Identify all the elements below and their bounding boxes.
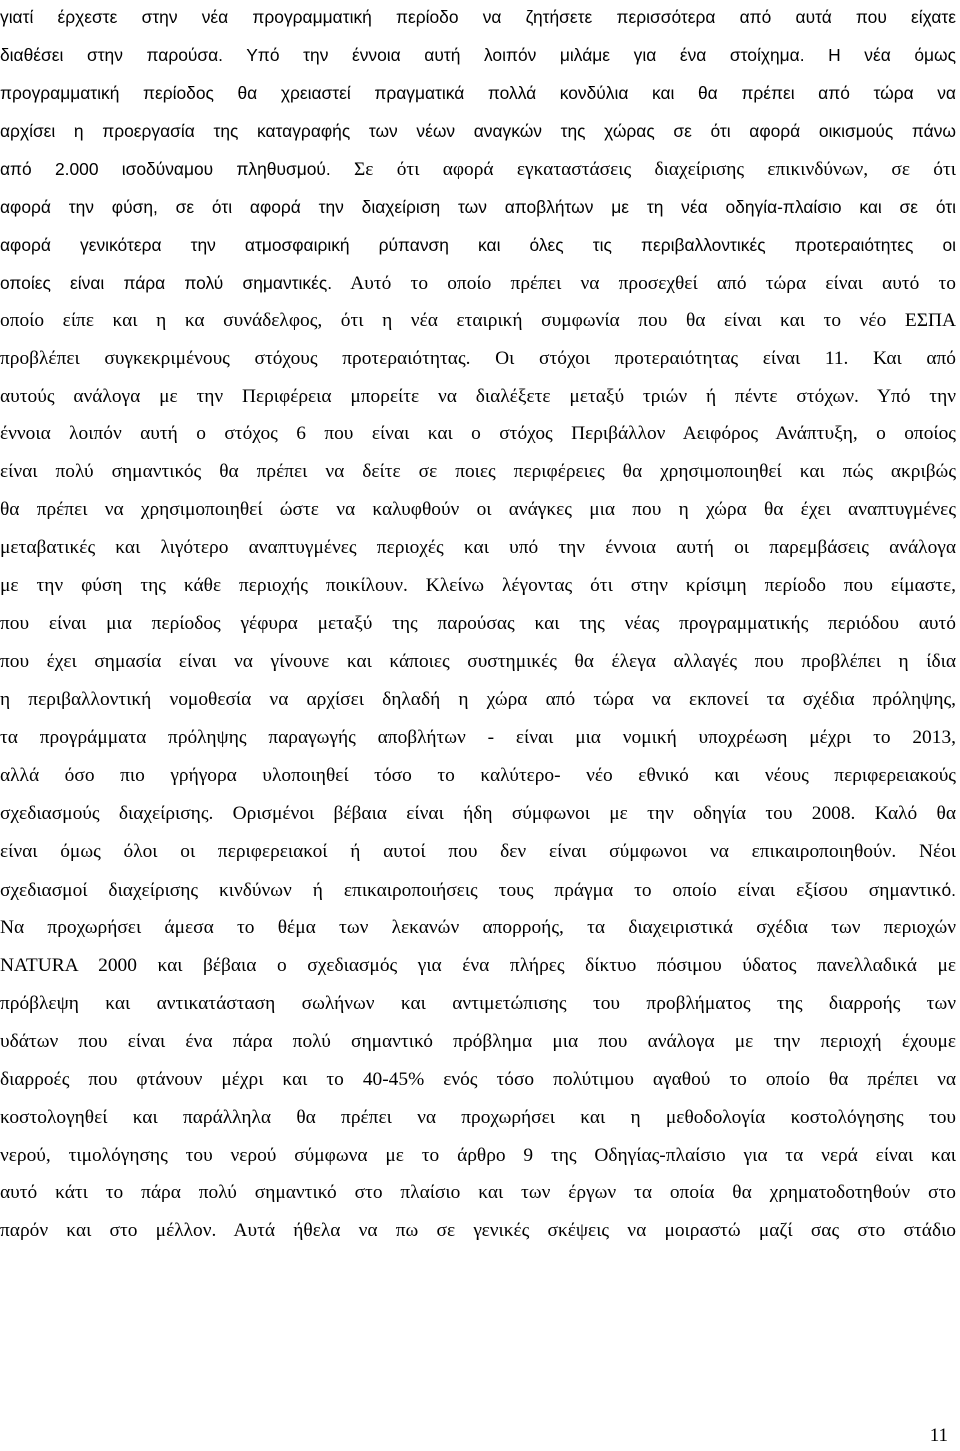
text-line-content: έννοια λοιπόν αυτή ο στόχος 6 που είναι και ο στόχος Περιβάλλον Αειφόρος Ανάπτυξη, ο οποίος <box>0 423 956 445</box>
text-line-segment: Σε ότι αφορά εγκαταστάσεις διαχείρισης επικινδύνων, σε ότι <box>330 158 956 180</box>
page-number: 11 <box>929 1425 948 1446</box>
text-line <box>0 723 956 753</box>
text-line-segment: οποίες είναι πάρα πολύ σημαντικές. <box>0 272 333 293</box>
text-line <box>0 685 956 715</box>
text-line <box>0 116 956 146</box>
text-line <box>0 2 956 32</box>
text-line-content: οποίο είπε και η κα συνάδελφος, ότι η νέα εταιρική συμφωνία που θα είναι και το νέο ΕΣΠΑ <box>0 309 956 331</box>
text-line-content: υδάτων που είναι ένα πάρα πολύ σημαντικό πρόβλημα μια που ανάλογα με την περιοχή έχουμε <box>0 1030 956 1052</box>
text-line-content: που έχει σημασία είναι να γίνουνε και κάποιες συστημικές θα έλεγα αλλαγές που προβλέπει η ίδια <box>0 651 956 673</box>
text-line-content: η περιβαλλοντική νομοθεσία να αρχίσει δηλαδή η χώρα από τώρα να εκπονεί τα σχέδια πρόληψης, <box>0 689 956 711</box>
text-line-content: αυτό κάτι το πάρα πολύ σημαντικό στο πλαίσιο και των έργων τα οποία θα χρηματοδοτηθούν στο <box>0 1182 956 1204</box>
text-line <box>0 533 956 563</box>
text-line <box>0 1178 956 1208</box>
text-line <box>0 951 956 981</box>
text-line-segment: από 2.000 ισοδύναμου πληθυσμού. <box>0 158 331 179</box>
text-line-content: διαθέσει στην παρούσα. Υπό την έννοια αυτή λοιπόν μιλάμε για ένα στοίχημα. Η νέα όμως <box>0 44 956 65</box>
text-line-content: αυτούς ανάλογα με την Περιφέρεια μπορείτε να διαλέξετε μεταξύ τριών ή πέντε στόχων. Υπό την <box>0 385 956 407</box>
text-line-content: νερού, τιμολόγησης του νερού σύμφωνα με το άρθρο 9 της Οδηγίας-πλαίσιο για τα νερά είναι και <box>0 1144 956 1166</box>
text-line <box>0 989 956 1019</box>
text-line <box>0 647 956 677</box>
text-line-segment: Αυτό το οποίο πρέπει να προσεχθεί από τώρα είναι αυτό το <box>332 272 956 294</box>
text-line <box>0 837 956 867</box>
text-line-content: γιατί έρχεστε στην νέα προγραμματική περίοδο να ζητήσετε περισσότερα από αυτά που είχατε <box>0 7 956 27</box>
text-line <box>0 1065 956 1095</box>
text-line <box>0 306 956 336</box>
text-line <box>0 192 956 222</box>
text-line-content: αρχίσει η προεργασία της καταγραφής των νέων αναγκών της χώρας σε ότι αφορά οικισμούς πάνω <box>0 120 956 141</box>
text-line-content: που είναι μια περίοδος γέφυρα μεταξύ της παρούσας και της νέας προγραμματικής περιόδου αυτό <box>0 613 956 635</box>
text-line <box>0 1027 956 1057</box>
text-line <box>0 382 956 412</box>
text-line-content: NATURA 2000 και βέβαια ο σχεδιασμός για ένα πλήρες δίκτυο πόσιμου ύδατος πανελλαδικά με <box>0 954 956 976</box>
text-line-content: σχεδιασμούς διαχείρισης. Ορισμένοι βέβαια είναι ήδη σύμφωνοι με την οδηγία του 2008. Καλό θα <box>0 802 956 824</box>
text-line <box>0 230 956 260</box>
text-line-content: πρόβλεψη και αντικατάσταση σωλήνων και αντιμετώπισης του προβλήματος της διαρροής των <box>0 992 956 1014</box>
text-line <box>0 1103 956 1133</box>
text-line <box>0 571 956 601</box>
text-line <box>0 799 956 829</box>
text-line <box>0 419 956 449</box>
text-line <box>0 457 956 487</box>
text-line-content: προγραμματική περίοδος θα χρειαστεί πραγματικά πολλά κονδύλια και θα πρέπει από τώρα να <box>0 82 956 103</box>
text-line-content: τα προγράμματα πρόληψης παραγωγής αποβλήτων - είναι μια νομική υποχρέωση μέχρι το 2013, <box>0 727 956 749</box>
text-line <box>0 344 956 374</box>
text-line-content: προβλέπει συγκεκριμένους στόχους προτεραιότητας. Οι στόχοι προτεραιότητας είναι 11. Και από <box>0 347 956 369</box>
text-line-content: Να προχωρήσει άμεσα το θέμα των λεκανών απορροής, τα διαχειριστικά σχέδια των περιοχών <box>0 916 956 938</box>
text-line-content: είναι πολύ σημαντικός θα πρέπει να δείτε σε ποιες περιφέρειες θα χρησιμοποιηθεί και πώς ακριβώς <box>0 461 956 483</box>
text-line-content: διαρροές που φτάνουν μέχρι και το 40-45% ενός τόσο πολύτιμου αγαθού το οποίο θα πρέπει να <box>0 1068 956 1090</box>
text-line <box>0 154 956 184</box>
text-line <box>0 1141 956 1171</box>
text-line <box>0 761 956 791</box>
text-line <box>0 40 956 70</box>
text-line <box>0 875 956 905</box>
text-line-content: παρόν και στο μέλλον. Αυτά ήθελα να πω σε γενικές σκέψεις να μοιραστώ μαζί σας στο στάδιο <box>0 1220 956 1242</box>
text-line-segment: σχεδιασμοί διαχείρισης κινδύνων ή επικαιροποιήσεις τους πράγμα το οποίο είναι εξίσου σημαντικ <box>0 879 942 901</box>
text-line <box>0 495 956 525</box>
text-line <box>0 1216 956 1246</box>
text-line <box>0 268 956 298</box>
text-line-segment: ό. <box>941 879 956 900</box>
text-line-content: αφορά την φύση, σε ότι αφορά την διαχείριση των αποβλήτων με τη νέα οδηγία-πλαίσιο και σε ότι <box>0 196 956 217</box>
text-line-content: είναι όμως όλοι οι περιφερειακοί ή αυτοί που δεν είναι σύμφωνοι να επικαιροποιηθούν. Νέοι <box>0 840 956 862</box>
text-line-content: θα πρέπει να χρησιμοποιηθεί ώστε να καλυφθούν οι ανάγκες μια που η χώρα θα έχει αναπτυγμένες <box>0 499 956 521</box>
text-line <box>0 913 956 943</box>
text-line-content: μεταβατικές και λιγότερο αναπτυγμένες περιοχές και υπό την έννοια αυτή οι παρεμβάσεις ανάλογα <box>0 537 956 559</box>
text-line-content: κοστολογηθεί και παράλληλα θα πρέπει να προχωρήσει και η μεθοδολογία κοστολόγησης του <box>0 1106 956 1128</box>
text-line <box>0 78 956 108</box>
text-line <box>0 609 956 639</box>
text-line-content: αλλά όσο πιο γρήγορα υλοποιηθεί τόσο το καλύτερο- νέο εθνικό και νέους περιφερειακούς <box>0 765 956 786</box>
text-line-content: αφορά γενικότερα την ατμοσφαιρική ρύπανση και όλες τις περιβαλλοντικές προτεραιότητες οι <box>0 234 956 255</box>
text-line-content: με την φύση της κάθε περιοχής ποικίλουν. Κλείνω λέγοντας ότι στην κρίσιμη περίοδο που είμαστε, <box>0 575 956 597</box>
